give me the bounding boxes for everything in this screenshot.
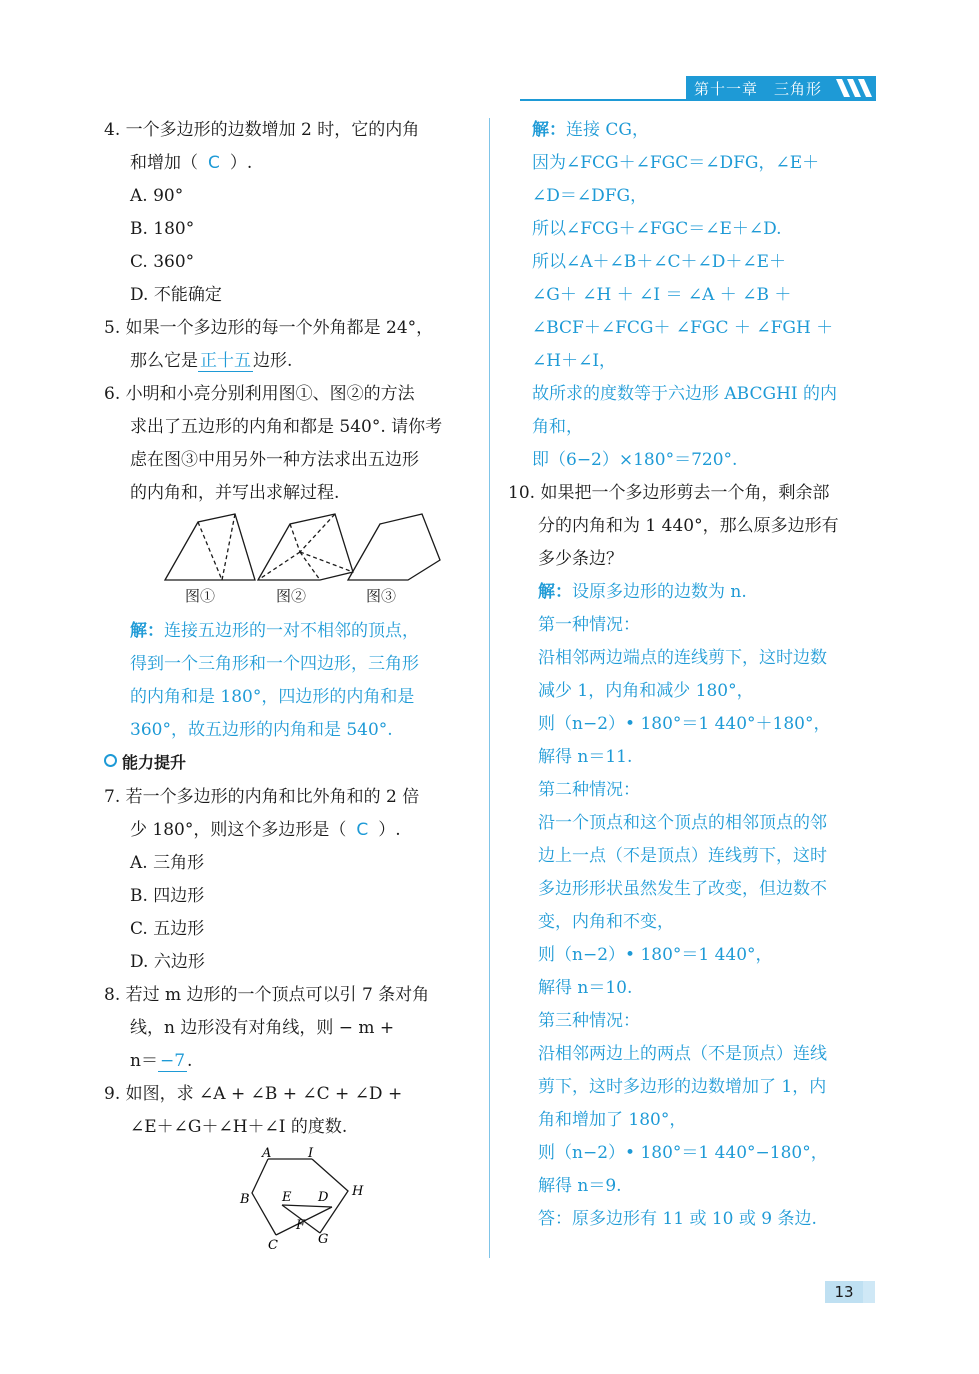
q10-case3-line5: 解得 n＝9. bbox=[538, 1176, 622, 1196]
q10-case3-line2: 剪下，这时多边形的边数增加了 1，内 bbox=[538, 1077, 827, 1097]
q9-solution-line7: ∠BCF＋∠FCG＋ ∠FGC ＋ ∠FGH ＋ bbox=[532, 318, 834, 338]
q10-case1-line4: 解得 n＝11. bbox=[538, 747, 633, 767]
label-G: G bbox=[318, 1232, 329, 1247]
q7-answer: C bbox=[356, 820, 369, 840]
q10-case2-line2: 边上一点（不是顶点）连线剪下，这时 bbox=[538, 846, 827, 866]
ring-bullet-icon bbox=[104, 754, 117, 767]
pentagon-fig3 bbox=[348, 514, 440, 580]
q10-case1-line3: 则（n−2）• 180°＝1 440°＋180°， bbox=[538, 714, 831, 734]
label-B: B bbox=[240, 1192, 250, 1207]
q10-case2-line5: 则（n−2）• 180°＝1 440°， bbox=[538, 945, 773, 965]
q10-case2-title: 第二种情况： bbox=[538, 780, 640, 800]
q10-case3-line1: 沿相邻两边上的两点（不是顶点）连线 bbox=[538, 1044, 827, 1064]
label-A: A bbox=[262, 1146, 272, 1161]
q10-case1-line2: 减少 1，内角和减少 180°， bbox=[538, 681, 754, 701]
q10-final-answer: 答：原多边形有 11 或 10 或 9 条边. bbox=[538, 1209, 817, 1229]
q7-line2: 少 180°，则这个多边形是（ C ）. bbox=[130, 820, 401, 840]
pentagon-fig1 bbox=[165, 514, 255, 580]
q6-solution-line3: 的内角和是 180°，四边形的内角和是 bbox=[130, 687, 415, 707]
q4-option-d: D. 不能确定 bbox=[130, 285, 222, 305]
page-number: 13 bbox=[825, 1281, 863, 1303]
q9-solution-line6: ∠G＋ ∠H ＋ ∠I ＝ ∠A ＋ ∠B ＋ bbox=[532, 285, 792, 305]
q10-case2-line1: 沿一个顶点和这个顶点的相邻顶点的邻 bbox=[538, 813, 827, 833]
section-ability: 能力提升 bbox=[104, 751, 186, 775]
q10-solution-intro: 解：设原多边形的边数为 n. bbox=[538, 582, 747, 602]
q9-solution-line2: 因为∠FCG＋∠FGC＝∠DFG，∠E＋ bbox=[532, 153, 820, 173]
q4-option-a: A. 90° bbox=[130, 186, 184, 206]
header-rule bbox=[520, 99, 876, 101]
q10-line3: 多少条边？ bbox=[538, 549, 623, 569]
fig3-label: 图③ bbox=[366, 587, 397, 605]
q6-line4: 的内角和，并写出求解过程. bbox=[130, 483, 340, 503]
q10-case3-line4: 则（n−2）• 180°＝1 440°−180°， bbox=[538, 1143, 828, 1163]
q9-solution-line1: 解：连接 CG， bbox=[532, 120, 649, 140]
q6-line3: 虑在图③中用另外一种方法求出五边形 bbox=[130, 450, 419, 470]
q10-case1-line1: 沿相邻两边端点的连线剪下，这时边数 bbox=[538, 648, 827, 668]
q6-solution-line1: 解：连接五边形的一对不相邻的顶点， bbox=[130, 621, 419, 641]
fig1-label: 图① bbox=[185, 587, 216, 605]
label-F: F bbox=[296, 1218, 306, 1233]
q10-line2: 分的内角和为 1 440°，那么原多边形有 bbox=[538, 516, 839, 536]
q9-line1: 9. 如图，求 ∠A + ∠B + ∠C + ∠D + bbox=[104, 1084, 403, 1104]
q8-answer: −7 bbox=[159, 1051, 186, 1071]
q10-case3-line3: 角和增加了 180°， bbox=[538, 1110, 687, 1130]
q7-option-b: B. 四边形 bbox=[130, 886, 205, 906]
header-stripes-icon bbox=[832, 76, 874, 100]
q7-option-a: A. 三角形 bbox=[130, 853, 205, 873]
q9-solution-line8: ∠H＋∠I， bbox=[532, 351, 617, 371]
hexagon-figure bbox=[232, 1143, 372, 1253]
q9-solution-line9: 故所求的度数等于六边形 ABCGHI 的内 bbox=[532, 384, 838, 404]
q4-line2: 和增加（ C ）. bbox=[130, 153, 253, 173]
q8-line1: 8. 若过 m 边形的一个顶点可以引 7 条对角 bbox=[104, 985, 430, 1005]
q4-option-b: B. 180° bbox=[130, 219, 195, 239]
fig2-diagonals bbox=[290, 514, 335, 552]
q7-option-c: C. 五边形 bbox=[130, 919, 205, 939]
q10-case1-title: 第一种情况： bbox=[538, 615, 640, 635]
q6-solution-line4: 360°，故五边形的内角和是 540°. bbox=[130, 720, 393, 740]
q6-line2: 求出了五边形的内角和都是 540°. 请你考 bbox=[130, 417, 443, 437]
q7-line1: 7. 若一个多边形的内角和比外角和的 2 倍 bbox=[104, 787, 420, 807]
chapter-header bbox=[686, 76, 876, 100]
q8-line2: 线，n 边形没有对角线，则 − m + bbox=[130, 1018, 395, 1038]
q9-solution-line4: 所以∠FCG＋∠FGC＝∠E＋∠D. bbox=[532, 219, 782, 239]
q5-line1: 5. 如果一个多边形的每一个外角都是 24°， bbox=[104, 318, 434, 338]
q9-solution-line3: ∠D＝∠DFG， bbox=[532, 186, 648, 206]
label-D: D bbox=[318, 1190, 329, 1205]
pentagon-figures bbox=[160, 510, 460, 585]
fig1-diagonals bbox=[198, 514, 235, 580]
q10-case2-line6: 解得 n＝10. bbox=[538, 978, 633, 998]
label-H: H bbox=[352, 1184, 364, 1199]
column-divider bbox=[489, 118, 490, 1258]
q4-option-c: C. 360° bbox=[130, 252, 195, 272]
label-I: I bbox=[308, 1146, 314, 1161]
label-E: E bbox=[282, 1190, 292, 1205]
q4-line1: 4. 一个多边形的边数增加 2 时，它的内角 bbox=[104, 120, 420, 140]
q5-line2: 那么它是 正十五 边形. bbox=[130, 351, 293, 371]
q10-case2-line4: 变，内角和不变， bbox=[538, 912, 674, 932]
q9-solution-line5: 所以∠A＋∠B＋∠C＋∠D＋∠E＋ bbox=[532, 252, 787, 272]
q10-case3-title: 第三种情况： bbox=[538, 1011, 640, 1031]
q7-option-d: D. 六边形 bbox=[130, 952, 205, 972]
q10-line1: 10. 如果把一个多边形剪去一个角，剩余部 bbox=[508, 483, 830, 503]
q9-solution-line10: 角和， bbox=[532, 417, 583, 437]
q9-solution-line11: 即（6−2）×180°＝720°. bbox=[532, 450, 738, 470]
chapter-title: 第十一章 三角形 bbox=[694, 80, 823, 98]
q8-line3: n＝ −7 . bbox=[130, 1051, 193, 1071]
pentagon-fig2 bbox=[258, 514, 353, 580]
q6-line1: 6. 小明和小亮分别利用图①、图②的方法 bbox=[104, 384, 415, 404]
q4-answer: C bbox=[208, 153, 220, 173]
q9-line2: ∠E＋∠G＋∠H＋∠I 的度数. bbox=[130, 1117, 348, 1137]
page-number-tab bbox=[825, 1281, 875, 1303]
q6-solution-line2: 得到一个三角形和一个四边形，三角形 bbox=[130, 654, 419, 674]
fig2-label: 图② bbox=[276, 587, 307, 605]
q5-answer: 正十五 bbox=[200, 351, 251, 371]
q10-case2-line3: 多边形形状虽然发生了改变，但边数不 bbox=[538, 879, 827, 899]
label-C: C bbox=[268, 1238, 278, 1253]
